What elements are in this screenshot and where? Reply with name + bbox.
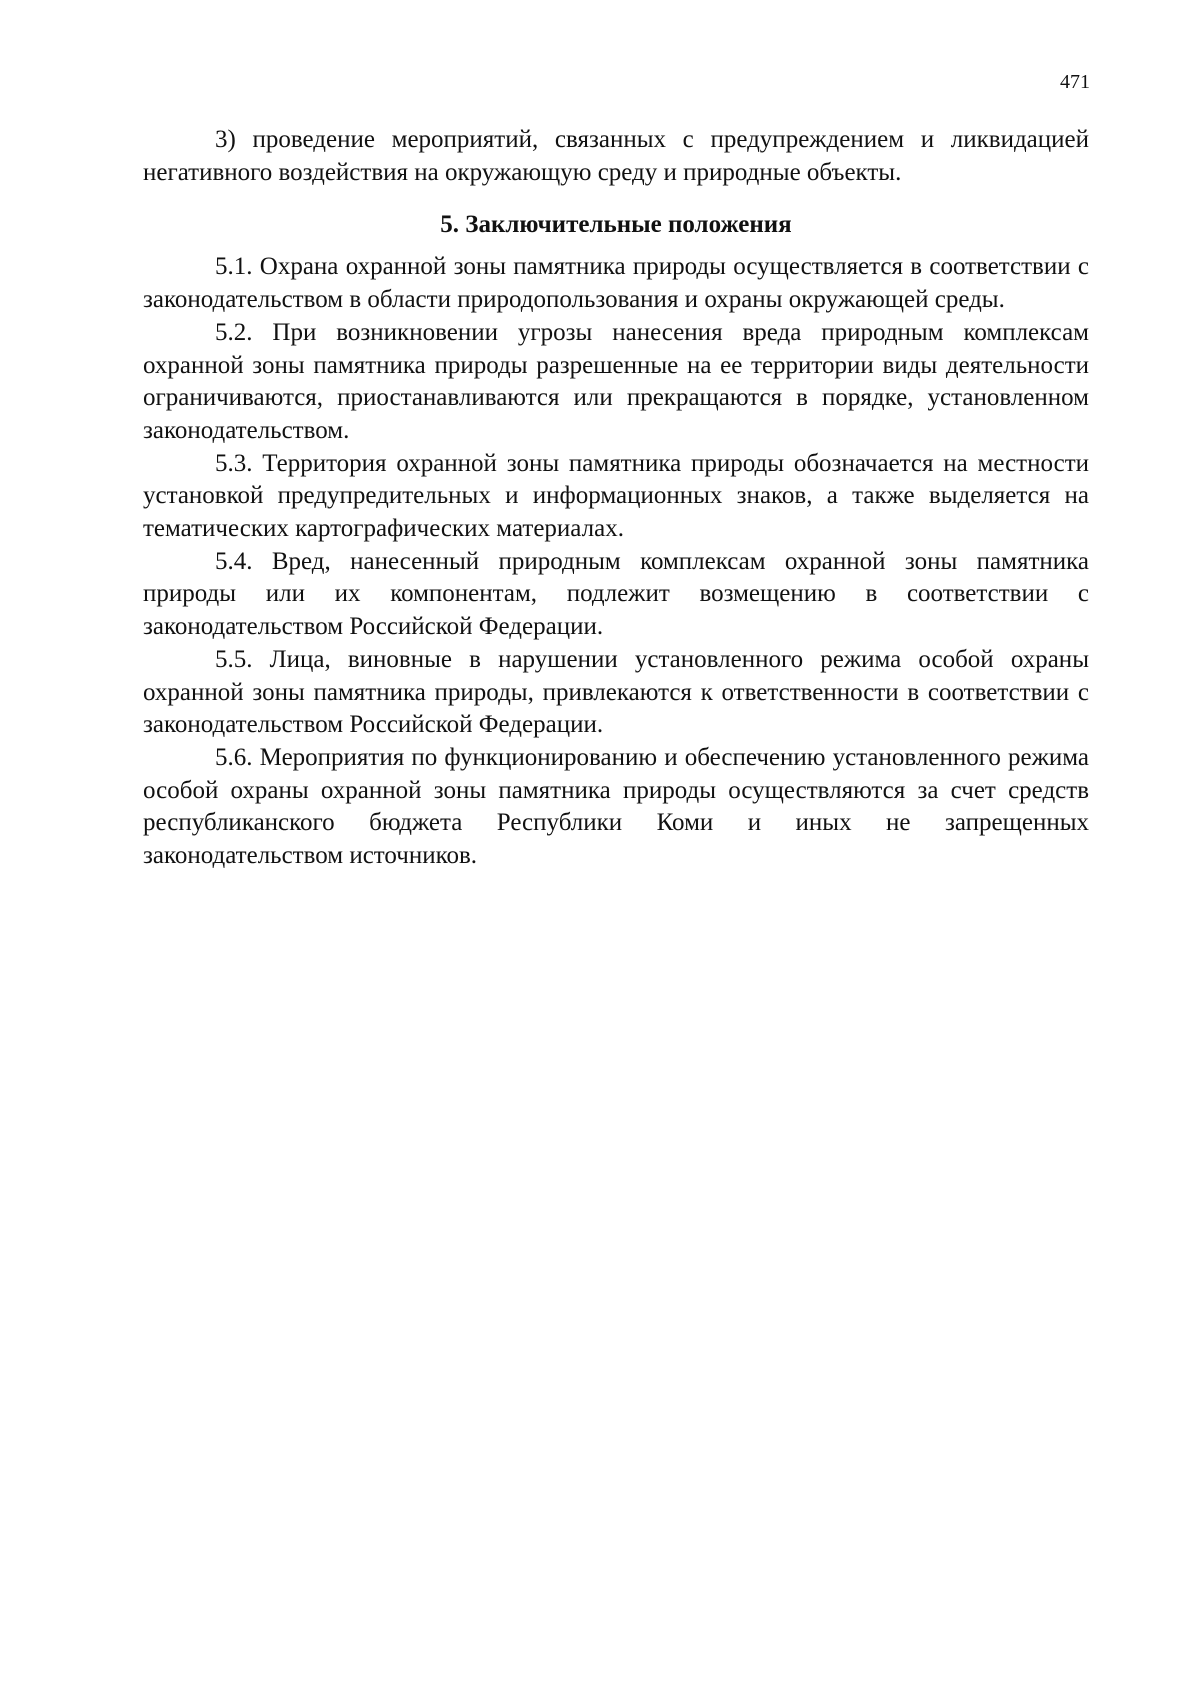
intro-paragraph: 3) проведение мероприятий, связанных с предупреждением и ликвидацией негативного воздействия на окружающую среду и природные объекты. bbox=[143, 126, 1089, 186]
document-body bbox=[143, 124, 1089, 873]
section-heading: 5. Заключительные положения bbox=[440, 211, 792, 239]
paragraph-5-1: 5.1. Охрана охранной зоны памятника природы осуществляется в соответствии с законодательством в области природопользования и охраны окружающей среды. bbox=[143, 253, 1089, 314]
page-number: 471 bbox=[1060, 71, 1090, 93]
paragraph-5-5: 5.5. Лица, виновные в нарушении установленного режима особой охраны охранной зоны памятника природы, привлекаются к ответственности в соответствии с законодательством Российской Федерации. bbox=[143, 645, 1089, 739]
paragraph-5-3: 5.3. Территория охранной зоны памятника природы обозначается на местности установкой предупредительных и информационных знаков, а также выделяется на тематических картографических материалах. bbox=[143, 449, 1089, 543]
paragraph-5-2: 5.2. При возникновении угрозы нанесения вреда природным комплексам охранной зоны памятника природы разрешенные на ее территории виды деятельности ограничиваются, приостанавливаются или прекращаются в порядке, установленном законодательством. bbox=[143, 318, 1089, 444]
paragraph-5-4: 5.4. Вред, нанесенный природным комплексам охранной зоны памятника природы или их компонентам, подлежит возмещению в соответствии с законодательством Российской Федерации. bbox=[143, 547, 1089, 641]
paragraph-5-6: 5.6. Мероприятия по функционированию и обеспечению установленного режима особой охраны охранной зоны памятника природы осуществляются за счет средств республиканского бюджета Республики Коми и иных не запрещенных законодательством источников. bbox=[143, 743, 1089, 870]
